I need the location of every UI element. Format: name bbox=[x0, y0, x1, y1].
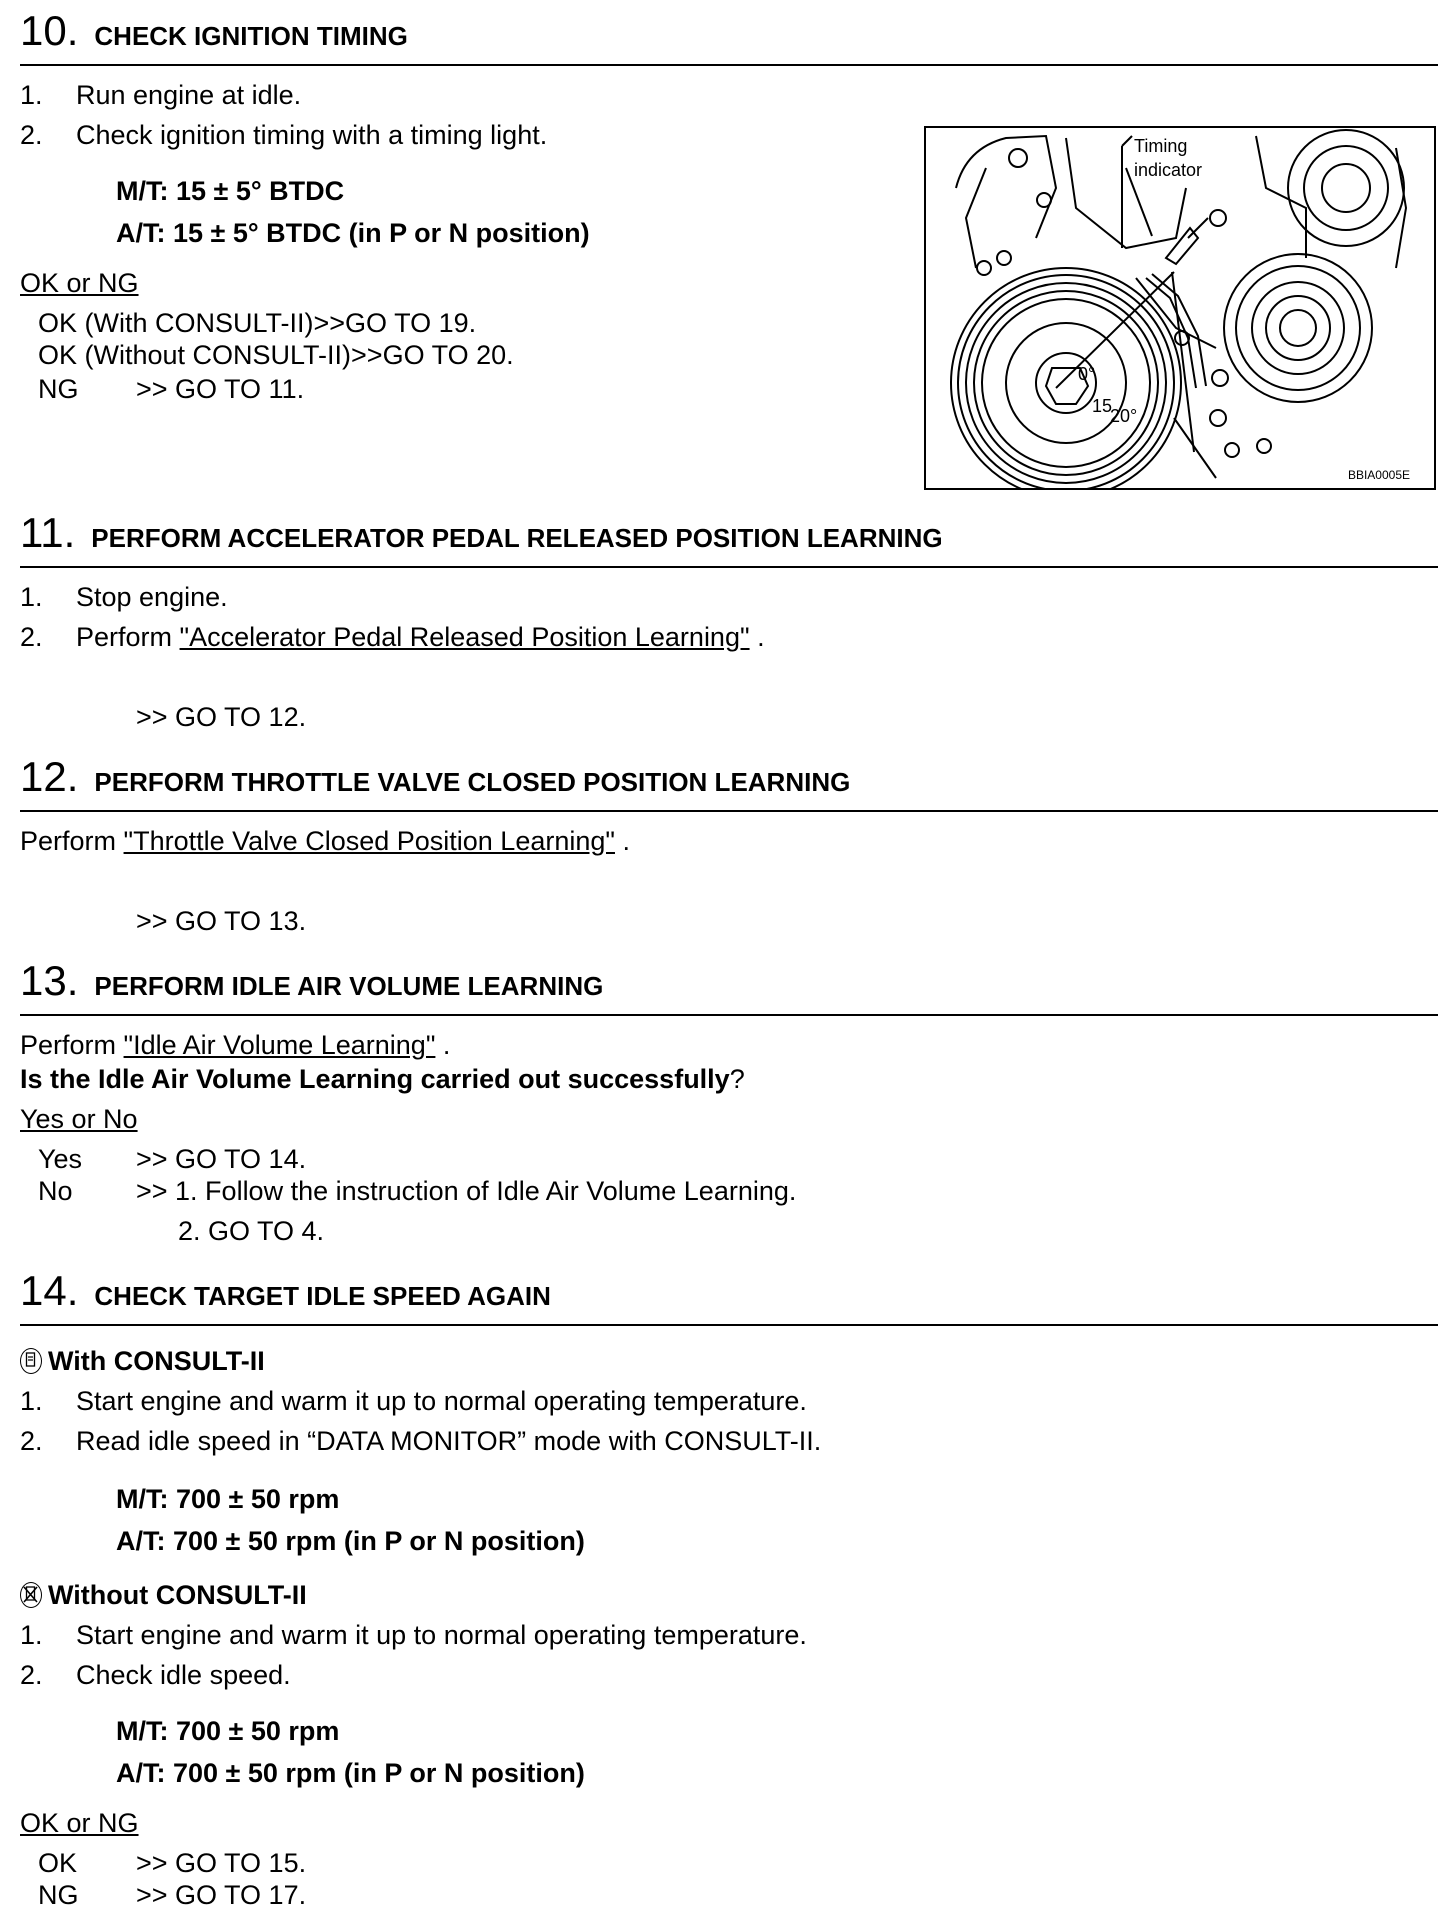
figure-mark-15: 15 bbox=[1092, 396, 1113, 416]
step-text bbox=[76, 622, 765, 653]
step-number: 2. bbox=[20, 622, 43, 652]
step-text: Read idle speed in “DATA MONITOR” mode with CONSULT-II. bbox=[76, 1426, 822, 1456]
step-text: Check idle speed. bbox=[76, 1660, 291, 1690]
goto-next: >> GO TO 12. bbox=[136, 702, 307, 732]
perform-prefix: Perform bbox=[20, 1030, 117, 1060]
result-label: Yes or No bbox=[20, 1104, 138, 1134]
section-divider bbox=[20, 1014, 1438, 1016]
section-13-heading bbox=[20, 957, 604, 1004]
step-number: 1. bbox=[20, 1620, 43, 1650]
step-text: Run engine at idle. bbox=[76, 80, 302, 110]
result-ng-goto: >> GO TO 17. bbox=[136, 1880, 307, 1910]
perform-line bbox=[20, 1030, 450, 1061]
perform-line bbox=[20, 826, 630, 857]
result-label: OK or NG bbox=[20, 1808, 139, 1838]
figure-mark-0: 0° bbox=[1078, 364, 1096, 384]
section-divider bbox=[20, 810, 1438, 812]
result-label: OK or NG bbox=[20, 268, 139, 298]
heading-dot: . bbox=[66, 7, 79, 54]
section-number: 10 bbox=[20, 7, 67, 54]
heading-dot: . bbox=[66, 1267, 79, 1314]
with-consult-label: With CONSULT-II bbox=[48, 1346, 265, 1376]
step-text: Start engine and warm it up to normal operating temperature. bbox=[76, 1620, 807, 1650]
step-text: Stop engine. bbox=[76, 582, 228, 612]
spec-mt: M/T: 700 ± 50 rpm bbox=[116, 1484, 340, 1514]
consult-tool-icon bbox=[20, 1348, 42, 1374]
without-consult-label: Without CONSULT-II bbox=[48, 1580, 307, 1610]
heading-dot: . bbox=[66, 753, 79, 800]
figure-mark-20: 20° bbox=[1110, 406, 1138, 426]
iavl-link[interactable]: "Idle Air Volume Learning" bbox=[123, 1030, 436, 1060]
section-number: 14 bbox=[20, 1267, 67, 1314]
step-number: 2. bbox=[20, 1660, 43, 1690]
step-suffix: . bbox=[757, 622, 765, 652]
without-consult-heading bbox=[20, 1580, 307, 1611]
section-11-heading bbox=[20, 509, 943, 556]
result-no-key: No bbox=[38, 1176, 73, 1206]
section-divider bbox=[20, 1324, 1438, 1326]
section-title: CHECK IGNITION TIMING bbox=[94, 21, 408, 51]
section-title: PERFORM ACCELERATOR PEDAL RELEASED POSITION LEARNING bbox=[91, 523, 943, 553]
result-ng-key: NG bbox=[38, 1880, 79, 1910]
question bbox=[20, 1064, 745, 1095]
result-no-step1: >> 1. Follow the instruction of Idle Air Volume Learning. bbox=[136, 1176, 797, 1206]
spec-at-2: A/T: 700 ± 50 rpm (in P or N position) bbox=[116, 1758, 585, 1788]
result-ng-key: NG bbox=[38, 374, 79, 404]
step-text: Start engine and warm it up to normal operating temperature. bbox=[76, 1386, 807, 1416]
step-text: Check ignition timing with a timing light. bbox=[76, 120, 548, 150]
with-consult-heading bbox=[20, 1346, 265, 1377]
section-title: PERFORM IDLE AIR VOLUME LEARNING bbox=[94, 971, 604, 1001]
step-number: 1. bbox=[20, 80, 43, 110]
result-ok-key: OK bbox=[38, 1848, 78, 1878]
crank-pulley-drawing bbox=[926, 128, 1434, 488]
result-ng-goto: >> GO TO 11. bbox=[136, 374, 305, 404]
section-number: 11 bbox=[20, 509, 64, 556]
step-number: 1. bbox=[20, 1386, 43, 1416]
heading-dot: . bbox=[66, 957, 79, 1004]
result-no-step2: 2. GO TO 4. bbox=[178, 1216, 325, 1246]
spec-mt: M/T: 15 ± 5° BTDC bbox=[116, 176, 345, 206]
figure-code: BBIA0005E bbox=[1347, 468, 1410, 482]
consult-tool-glyph bbox=[21, 1349, 40, 1372]
result-yes-goto: >> GO TO 14. bbox=[136, 1144, 307, 1174]
tvcpl-link[interactable]: "Throttle Valve Closed Position Learning" bbox=[123, 826, 615, 856]
section-divider bbox=[20, 566, 1438, 568]
figure-label-line1: Timing bbox=[1134, 136, 1188, 156]
result-yes-key: Yes bbox=[38, 1144, 83, 1174]
question-text: Is the Idle Air Volume Learning carried out successfully bbox=[20, 1064, 730, 1094]
section-12-heading bbox=[20, 753, 851, 800]
perform-suffix: . bbox=[622, 826, 631, 856]
goto-next: >> GO TO 13. bbox=[136, 906, 307, 936]
apprl-link[interactable]: "Accelerator Pedal Released Position Learning" bbox=[179, 622, 750, 652]
section-number: 12 bbox=[20, 753, 67, 800]
step-prefix: Perform bbox=[76, 622, 173, 652]
result-ok-no-consult: OK (Without CONSULT-II)>>GO TO 20. bbox=[38, 340, 514, 370]
spec-at: A/T: 15 ± 5° BTDC (in P or N position) bbox=[116, 218, 590, 248]
section-title: CHECK TARGET IDLE SPEED AGAIN bbox=[94, 1281, 551, 1311]
result-ok-consult: OK (With CONSULT-II)>>GO TO 19. bbox=[38, 308, 477, 338]
perform-suffix: . bbox=[442, 1030, 451, 1060]
section-title: PERFORM THROTTLE VALVE CLOSED POSITION LEARNING bbox=[94, 767, 851, 797]
spec-at: A/T: 700 ± 50 rpm (in P or N position) bbox=[116, 1526, 585, 1556]
question-mark: ? bbox=[729, 1064, 745, 1094]
no-consult-glyph bbox=[21, 1583, 40, 1606]
step-number: 2. bbox=[20, 1426, 43, 1456]
section-14-heading bbox=[20, 1267, 551, 1314]
heading-dot: . bbox=[63, 509, 76, 556]
perform-prefix: Perform bbox=[20, 826, 117, 856]
timing-indicator-figure bbox=[924, 126, 1436, 490]
section-10-heading bbox=[20, 7, 408, 54]
figure-label-line2: indicator bbox=[1134, 160, 1203, 180]
step-number: 1. bbox=[20, 582, 43, 612]
step-number: 2. bbox=[20, 120, 43, 150]
section-divider bbox=[20, 64, 1438, 66]
no-consult-icon bbox=[20, 1582, 42, 1608]
spec-mt-2: M/T: 700 ± 50 rpm bbox=[116, 1716, 340, 1746]
result-ok-goto: >> GO TO 15. bbox=[136, 1848, 307, 1878]
section-number: 13 bbox=[20, 957, 67, 1004]
